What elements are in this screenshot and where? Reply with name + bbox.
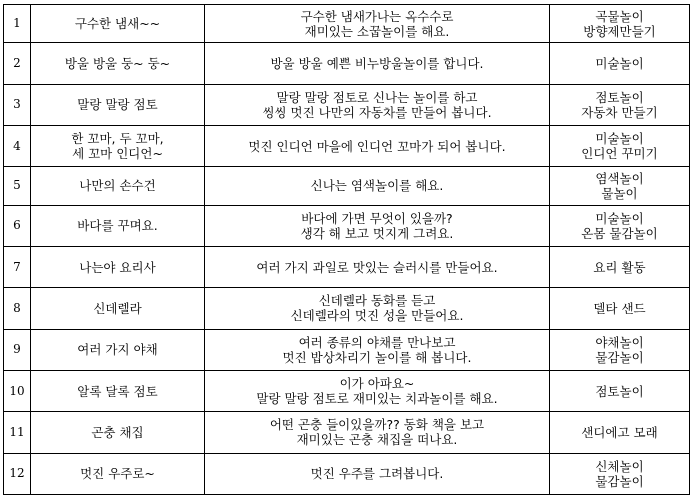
activity-type: 샌디에고 모래 (550, 412, 690, 453)
activity-title: 방울 방울 둥~ 둥~ (31, 43, 205, 84)
activity-description: 멋진 인디언 마을에 인디언 꼬마가 되어 봅니다. (205, 125, 550, 166)
table-row (4, 370, 690, 411)
activity-title: 나만의 손수건 (31, 167, 205, 205)
activity-description: 어떤 곤충 들이있을까?? 동화 책을 보고 재미있는 곤충 채집을 떠나요. (205, 412, 550, 453)
table-body (4, 5, 690, 495)
table-row (4, 43, 690, 84)
table-row (4, 125, 690, 166)
activity-description: 방울 방울 예쁜 비누방울놀이를 합니다. (205, 43, 550, 84)
activity-title: 말랑 말랑 점토 (31, 84, 205, 125)
activity-type: 델타 샌드 (550, 288, 690, 329)
row-number: 10 (4, 370, 31, 411)
activity-title: 신데렐라 (31, 288, 205, 329)
table-row (4, 453, 690, 494)
activity-description: 여러 종류의 야채를 만나보고 멋진 밥상차리기 놀이를 해 봅니다. (205, 329, 550, 370)
activity-description: 바다에 가면 무엇이 있을까? 생각 해 보고 멋지게 그려요. (205, 205, 550, 246)
activity-title: 여러 가지 야채 (31, 329, 205, 370)
activity-title: 나는야 요리사 (31, 246, 205, 287)
row-number: 6 (4, 205, 31, 246)
row-number: 12 (4, 453, 31, 494)
activity-description: 말랑 말랑 점토로 신나는 놀이를 하고 씽씽 멋진 나만의 자동차를 만들어 봅니다. (205, 84, 550, 125)
activity-title: 한 꼬마, 두 꼬마, 세 꼬마 인디언~ (31, 125, 205, 166)
row-number: 8 (4, 288, 31, 329)
activity-type: 염색놀이 물놀이 (550, 167, 690, 205)
table-row (4, 167, 690, 205)
activity-description: 구수한 냄새가나는 옥수수로 재미있는 소꿉놀이를 해요. (205, 5, 550, 43)
table-row (4, 246, 690, 287)
activity-title: 바다를 꾸며요. (31, 205, 205, 246)
activity-title: 멋진 우주로~ (31, 453, 205, 494)
row-number: 3 (4, 84, 31, 125)
activity-type: 곡물놀이 방향제만들기 (550, 5, 690, 43)
activity-type: 점토놀이 자동차 만들기 (550, 84, 690, 125)
activity-type: 미술놀이 (550, 43, 690, 84)
row-number: 7 (4, 246, 31, 287)
activity-title: 곤충 채집 (31, 412, 205, 453)
table-row (4, 288, 690, 329)
row-number: 2 (4, 43, 31, 84)
activity-type: 점토놀이 (550, 370, 690, 411)
activity-description: 신나는 염색놀이를 해요. (205, 167, 550, 205)
table-row (4, 205, 690, 246)
row-number: 11 (4, 412, 31, 453)
activity-title: 구수한 냄새~~ (31, 5, 205, 43)
activity-type: 미술놀이 인디언 꾸미기 (550, 125, 690, 166)
table-row (4, 329, 690, 370)
activity-description: 이가 아파요~ 말랑 말랑 점토로 재미있는 치과놀이를 해요. (205, 370, 550, 411)
activity-type: 요리 활동 (550, 246, 690, 287)
row-number: 9 (4, 329, 31, 370)
table-row (4, 84, 690, 125)
activity-type: 미술놀이 온몸 물감놀이 (550, 205, 690, 246)
activity-title: 알록 달록 점토 (31, 370, 205, 411)
activity-type: 신체놀이 물감놀이 (550, 453, 690, 494)
table-row (4, 412, 690, 453)
row-number: 4 (4, 125, 31, 166)
activity-description: 멋진 우주를 그려봅니다. (205, 453, 550, 494)
row-number: 5 (4, 167, 31, 205)
table-row (4, 5, 690, 43)
activity-description: 여러 가지 과일로 맛있는 슬러시를 만들어요. (205, 246, 550, 287)
activity-schedule-table (3, 4, 690, 495)
activity-type: 야채놀이 물감놀이 (550, 329, 690, 370)
activity-description: 신데렐라 동화를 듣고 신데렐라의 멋진 성을 만들어요. (205, 288, 550, 329)
row-number: 1 (4, 5, 31, 43)
